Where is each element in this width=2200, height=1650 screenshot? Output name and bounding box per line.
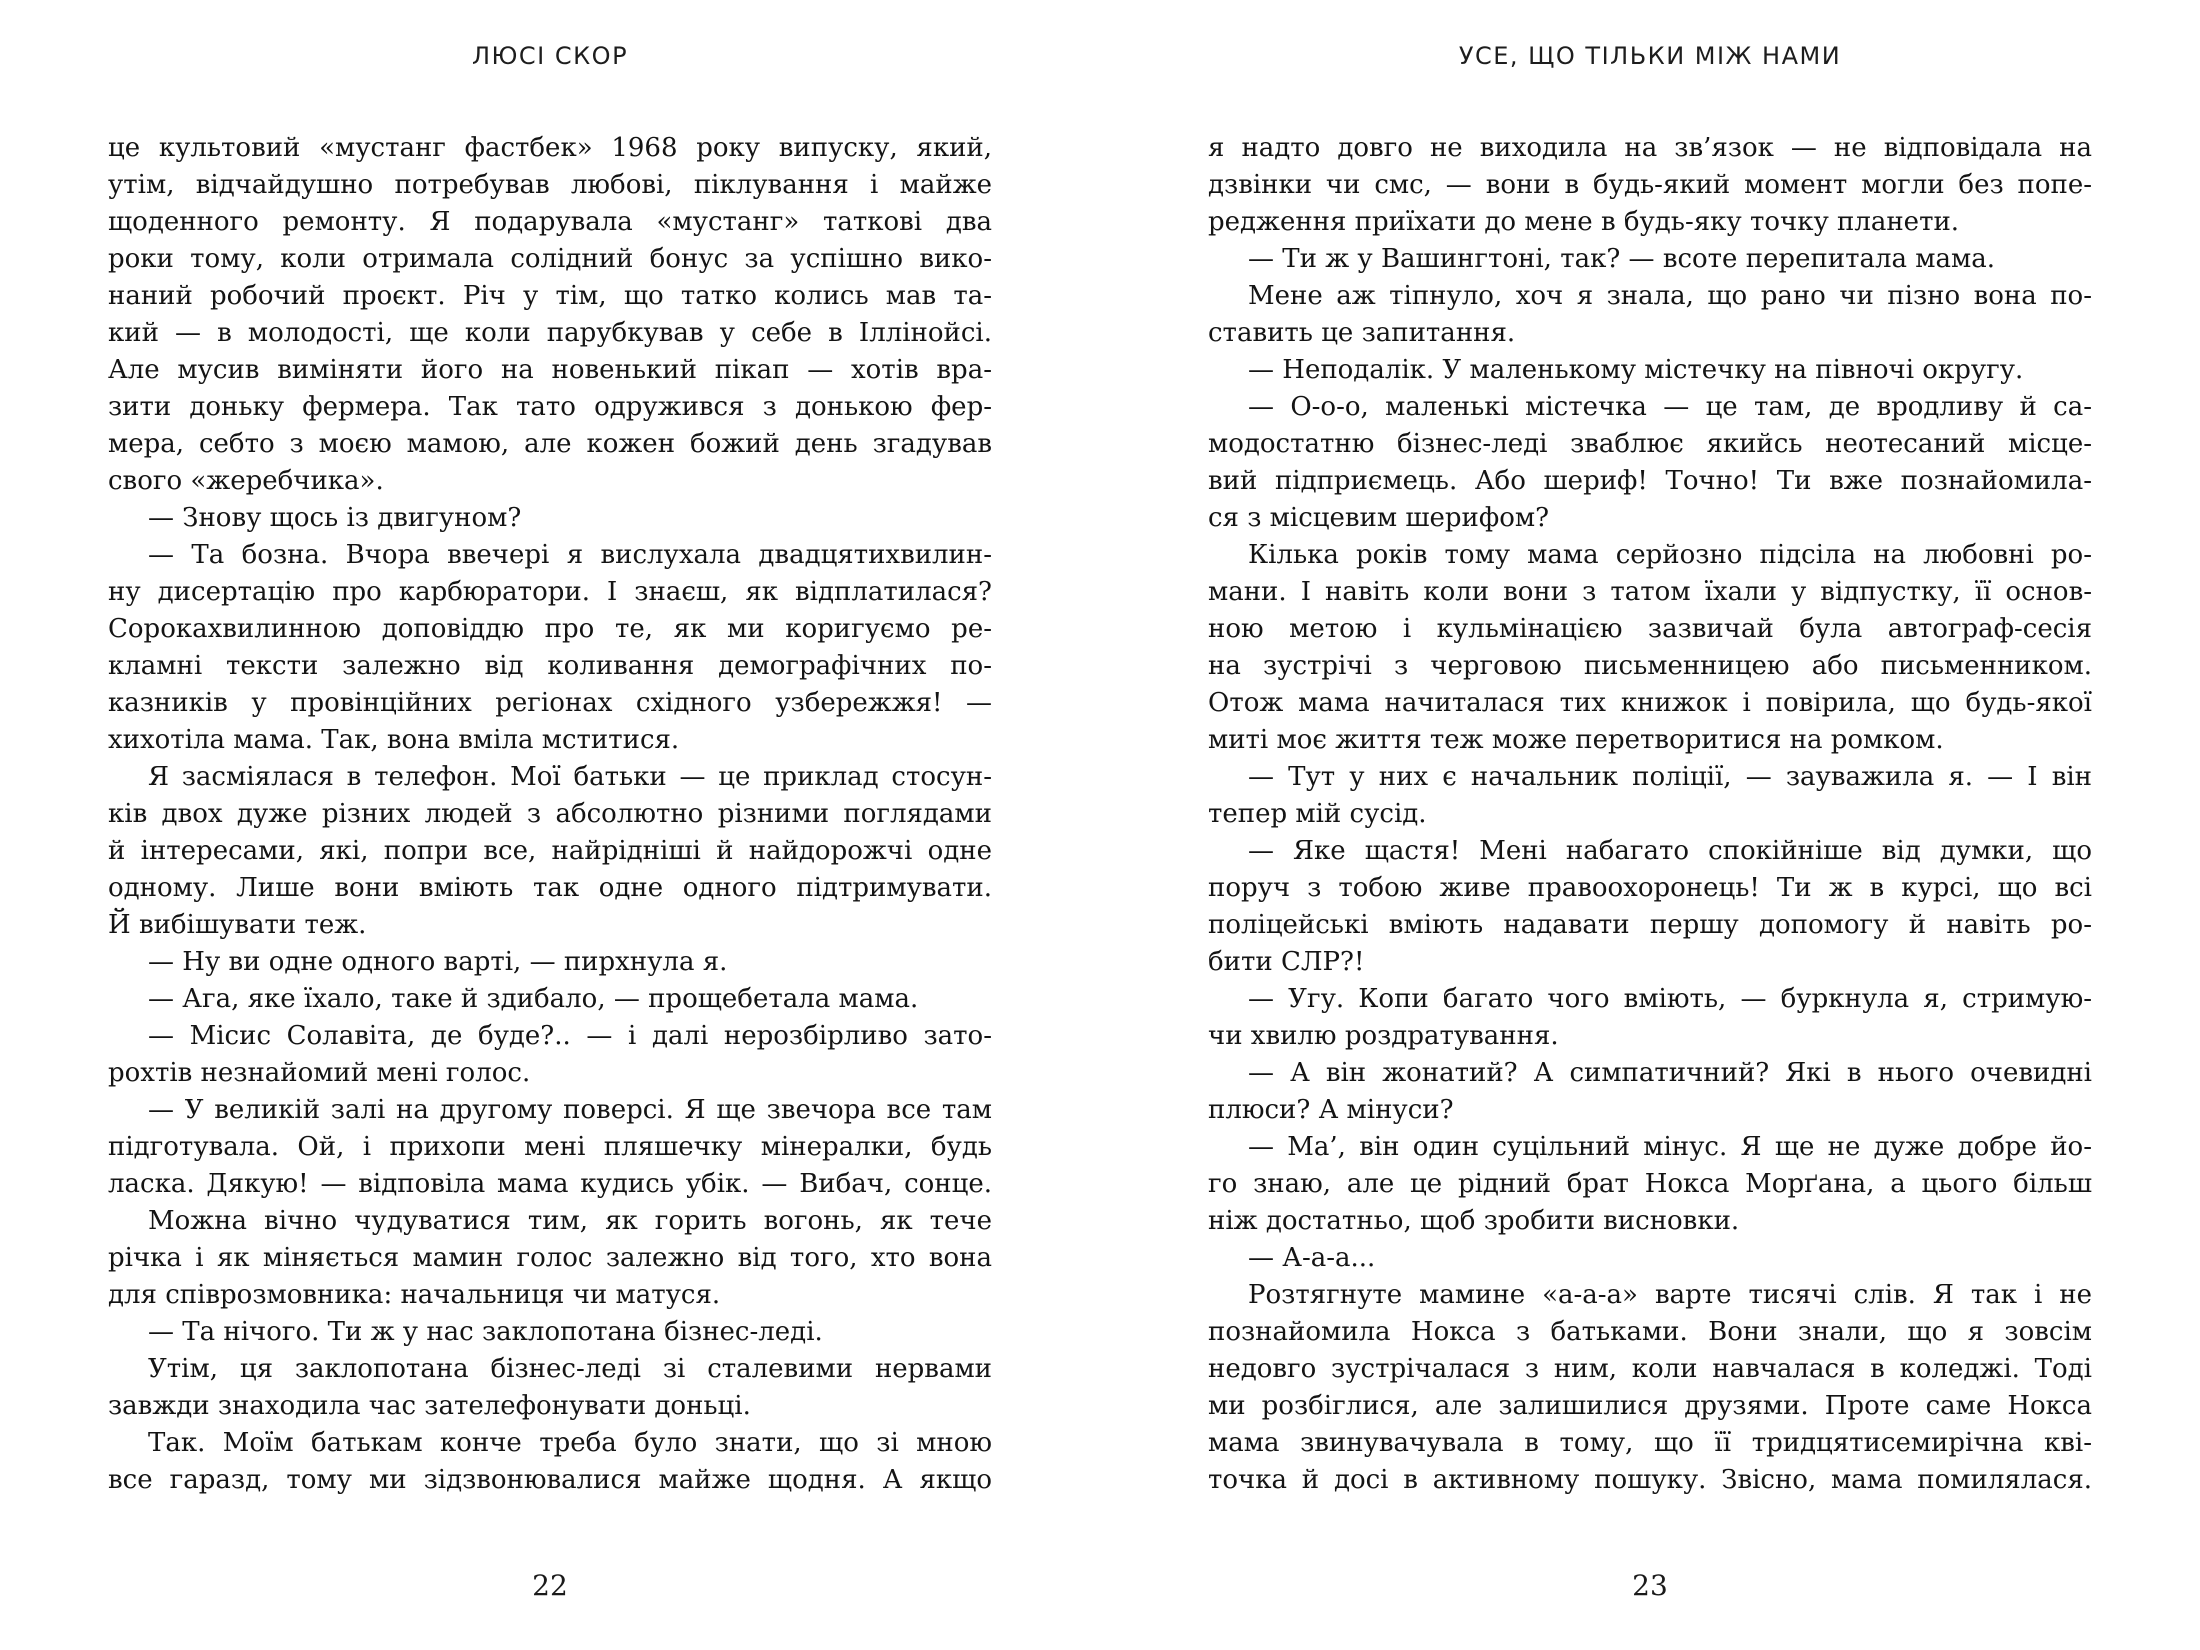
text-line: редження приїхати до мене в будь-яку точку планети. — [1208, 207, 1960, 237]
text-line: рохтів незнайомий мені голос. — [108, 1058, 531, 1088]
text-line: на зустрічі з черговою письменницею або письменником. — [1208, 651, 2092, 681]
paragraph — [108, 944, 992, 981]
paragraph — [1208, 1129, 2092, 1240]
text-line: кий — в молодості, ще коли парубкував у себе в Іллінойсі. — [108, 318, 992, 348]
page-right — [1100, 0, 2200, 1650]
paragraph — [108, 759, 992, 944]
paragraph — [1208, 1055, 2092, 1129]
text-line: — Неподалік. У маленькому містечку на півночі округу. — [1248, 355, 2024, 385]
text-line: Мене аж тіпнуло, хоч я знала, що рано чи пізно вона по- — [1248, 281, 2092, 311]
text-line: — Угу. Копи багато чого вміють, — буркнула я, стримую- — [1248, 984, 2092, 1014]
text-line: свого «жеребчика». — [108, 466, 384, 496]
text-line: вий підприємець. Або шериф! Точно! Ти вже познайомила- — [1208, 466, 2092, 496]
text-line: ми розбіглися, але залишилися друзями. Проте саме Нокса — [1208, 1391, 2092, 1421]
text-line: го знаю, але це рідний брат Нокса Морґана, а цього більш — [1208, 1169, 2092, 1199]
paragraph — [108, 1351, 992, 1425]
text-line: миті моє життя теж може перетворитися на ромком. — [1208, 725, 1944, 755]
running-head-author: ЛЮСІ СКОР — [471, 42, 629, 70]
text-line: поліцейські вміють надавати першу допомогу й навіть ро- — [1208, 910, 2092, 940]
paragraph — [108, 1018, 992, 1092]
text-line: Але мусив виміняти його на новенький пікап — хотів вра- — [108, 355, 992, 385]
text-line: я надто довго не виходила на зв’язок — не відповідала на — [1208, 133, 2092, 163]
paragraph — [1208, 130, 2092, 241]
text-line: хихотіла мама. Так, вона вміла мститися. — [108, 725, 680, 755]
text-line: мера, себто з моєю мамою, але кожен божий день згадував — [108, 429, 992, 459]
paragraph — [108, 537, 992, 759]
text-line: роки тому, коли отримала солідний бонус за успішно вико- — [108, 244, 992, 274]
text-line: кламні тексти залежно від коливання демографічних по- — [108, 651, 992, 681]
paragraph — [108, 1314, 992, 1351]
text-line: — Та бозна. Вчора ввечері я вислухала двадцятихвилин- — [148, 540, 992, 570]
text-line: ласка. Дякую! — відповіла мама кудись убік. — Вибач, сонце. — [108, 1169, 992, 1199]
paragraph — [1208, 537, 2092, 759]
text-line: — Ага, яке їхало, таке й здибало, — прощебетала мама. — [148, 984, 919, 1014]
text-line: мани. І навіть коли вони з татом їхали у відпустку, її основ- — [1208, 577, 2092, 607]
paragraph — [1208, 278, 2092, 352]
text-line: тепер мій сусід. — [1208, 799, 1427, 829]
paragraph — [108, 1203, 992, 1314]
body-text — [108, 130, 992, 1499]
text-line: Так. Моїм батькам конче треба було знати, що зі мною — [148, 1428, 992, 1458]
page-right-content — [1208, 42, 2092, 1499]
paragraph — [1208, 241, 2092, 278]
text-line: — Ти ж у Вашингтоні, так? — всоте перепитала мама. — [1248, 244, 1995, 274]
text-line: щоденного ремонту. Я подарувала «мустанг» таткові два — [108, 207, 992, 237]
text-line: Можна вічно чудуватися тим, як горить вогонь, як тече — [148, 1206, 992, 1236]
text-line: підготувала. Ой, і прихопи мені пляшечку мінералки, будь — [108, 1132, 992, 1162]
text-line: ся з місцевим шерифом? — [1208, 503, 1550, 533]
paragraph — [1208, 833, 2092, 981]
text-line: Кілька років тому мама серйозно підсіла на любовні ро- — [1248, 540, 2092, 570]
page-number: 22 — [532, 1569, 568, 1602]
text-line: — Яке щастя! Мені набагато спокійніше від думки, що — [1248, 836, 2092, 866]
paragraph — [108, 500, 992, 537]
text-line: одному. Лише вони вміють так одне одного підтримувати. — [108, 873, 992, 903]
text-line: все гаразд, тому ми зідзвонювалися майже щодня. А якщо — [108, 1465, 992, 1495]
text-line: — О-о-о, маленькі містечка — це там, де вродливу й са- — [1248, 392, 2092, 422]
text-line: це культовий «мустанг фастбек» 1968 року випуску, який, — [108, 133, 992, 163]
paragraph — [1208, 1277, 2092, 1499]
paragraph — [1208, 1240, 2092, 1277]
text-line: — У великій залі на другому поверсі. Я ще звечора все там — [148, 1095, 992, 1125]
text-line: недовго зустрічалася з ним, коли навчалася в коледжі. Тоді — [1208, 1354, 2092, 1384]
paragraph — [1208, 389, 2092, 537]
paragraph — [1208, 981, 2092, 1055]
paragraph — [108, 1425, 992, 1499]
text-line: бити СЛР?! — [1208, 947, 1365, 977]
text-line: точка й досі в активному пошуку. Звісно, мама помилялася. — [1208, 1465, 2092, 1495]
text-line: й інтересами, які, попри все, найрідніші й найдорожчі одне — [108, 836, 992, 866]
text-line: плюси? А мінуси? — [1208, 1095, 1454, 1125]
text-line: Утім, ця заклопотана бізнес-леді зі сталевими нервами — [148, 1354, 992, 1384]
running-head-title: УСЕ, ЩО ТІЛЬКИ МІЖ НАМИ — [1458, 42, 1842, 70]
text-line: ставить це запитання. — [1208, 318, 1516, 348]
text-line: — Знову щось із двигуном? — [148, 503, 522, 533]
text-line: річка і як міняється мамин голос залежно від того, хто вона — [108, 1243, 992, 1273]
text-line: ну дисертацію про карбюратори. І знаєш, як відплатилася? — [108, 577, 992, 607]
text-line: — Ну ви одне одного варті, — пирхнула я. — [148, 947, 728, 977]
body-text — [1208, 130, 2092, 1499]
text-line: поруч з тобою живе правоохоронець! Ти ж в курсі, що всі — [1208, 873, 2092, 903]
text-line: — А-а-а... — [1248, 1243, 1376, 1273]
text-line: ніж достатньо, щоб зробити висновки. — [1208, 1206, 1740, 1236]
paragraph — [108, 1092, 992, 1203]
text-line: — А він жонатий? А симпатичний? Які в нього очевидні — [1248, 1058, 2092, 1088]
text-line: — Місис Солавіта, де буде?.. — і далі нерозбірливо зато- — [148, 1021, 992, 1051]
text-line: — Ма’, він один суцільний мінус. Я ще не дуже добре йо- — [1248, 1132, 2092, 1162]
page-left-content — [108, 42, 992, 1499]
text-line: — Тут у них є начальник поліції, — зауважила я. — І він — [1248, 762, 2092, 792]
paragraph — [1208, 759, 2092, 833]
text-line: ків двох дуже різних людей з абсолютно різними поглядами — [108, 799, 992, 829]
text-line: завжди знаходила час зателефонувати доньці. — [108, 1391, 751, 1421]
text-line: зити доньку фермера. Так тато одружився з донькою фер- — [108, 392, 992, 422]
paragraph — [108, 130, 992, 500]
page-number: 23 — [1632, 1569, 1668, 1602]
text-line: наний робочий проєкт. Річ у тім, що татко колись мав та- — [108, 281, 992, 311]
text-line: утім, відчайдушно потребував любові, піклування і майже — [108, 170, 992, 200]
text-line: — Та нічого. Ти ж у нас заклопотана бізнес-леді. — [148, 1317, 823, 1347]
text-line: казників у провінційних регіонах східного узбережжя! — — [108, 688, 992, 718]
text-line: Й вибішувати теж. — [108, 910, 367, 940]
text-line: ною метою і кульмінацією зазвичай була автограф-сесія — [1208, 614, 2092, 644]
text-line: познайомила Нокса з батьками. Вони знали, що я зовсім — [1208, 1317, 2092, 1347]
text-line: Отож мама начиталася тих книжок і повірила, що будь-якої — [1208, 688, 2092, 718]
text-line: мама звинувачувала в тому, що її тридцятисемирічна кві- — [1208, 1428, 2092, 1458]
text-line: Розтягнуте мамине «а-а-а» варте тисячі слів. Я так і не — [1248, 1280, 2092, 1310]
text-line: для співрозмовника: начальниця чи матуся. — [108, 1280, 721, 1310]
text-line: чи хвилю роздратування. — [1208, 1021, 1559, 1051]
text-line: модостатню бізнес-леді зваблює якийсь неотесаний місце- — [1208, 429, 2092, 459]
paragraph — [108, 981, 992, 1018]
text-line: Я засміялася в телефон. Мої батьки — це приклад стосун- — [148, 762, 992, 792]
text-line: дзвінки чи смс, — вони в будь-який момент могли без попе- — [1208, 170, 2092, 200]
text-line: Сорокахвилинною доповіддю про те, як ми коригуємо ре- — [108, 614, 992, 644]
paragraph — [1208, 352, 2092, 389]
